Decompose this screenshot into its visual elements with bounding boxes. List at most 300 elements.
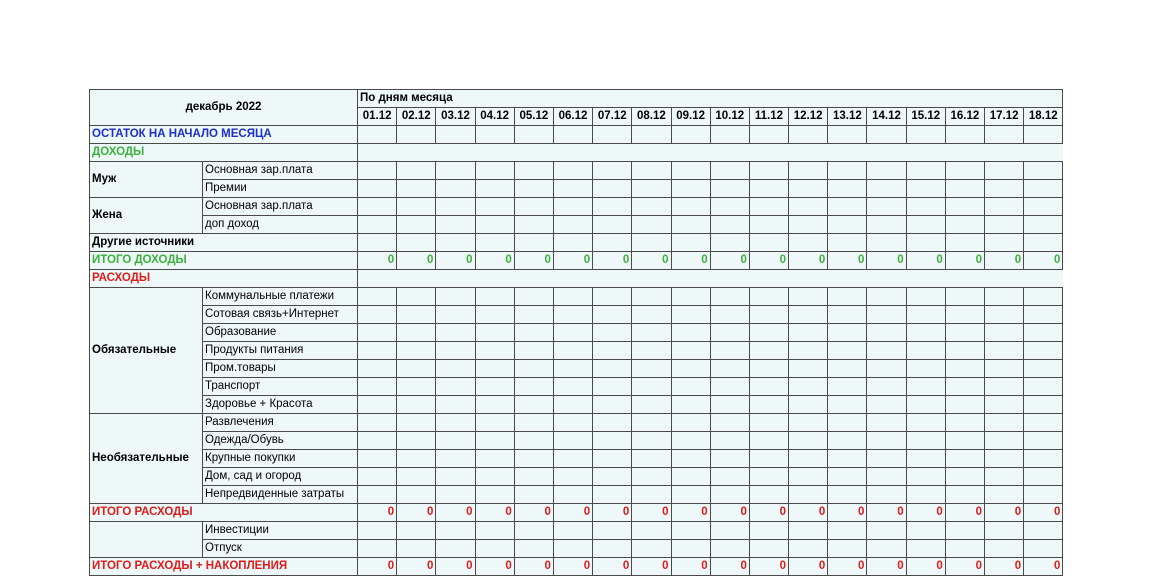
total-cell[interactable]: 0 — [945, 504, 984, 522]
day-cell[interactable] — [671, 234, 710, 252]
day-cell[interactable] — [749, 234, 788, 252]
day-cell[interactable] — [945, 468, 984, 486]
day-cell[interactable] — [593, 216, 632, 234]
day-cell[interactable] — [671, 342, 710, 360]
day-cell[interactable] — [789, 180, 828, 198]
day-cell[interactable] — [828, 306, 867, 324]
day-cell[interactable] — [749, 288, 788, 306]
day-cell[interactable] — [867, 522, 906, 540]
day-cell[interactable] — [632, 234, 671, 252]
day-cell[interactable] — [397, 432, 436, 450]
day-cell[interactable] — [867, 360, 906, 378]
day-cell[interactable] — [710, 432, 749, 450]
day-cell[interactable] — [906, 198, 945, 216]
day-cell[interactable] — [632, 324, 671, 342]
day-cell[interactable] — [749, 306, 788, 324]
day-cell[interactable] — [945, 486, 984, 504]
day-cell[interactable] — [436, 432, 475, 450]
total-cell[interactable]: 0 — [789, 558, 828, 576]
day-cell[interactable] — [789, 360, 828, 378]
day-cell[interactable] — [475, 288, 514, 306]
day-cell[interactable] — [985, 360, 1024, 378]
day-cell[interactable] — [514, 198, 553, 216]
day-cell[interactable] — [397, 378, 436, 396]
total-cell[interactable]: 0 — [632, 252, 671, 270]
total-cell[interactable]: 0 — [671, 558, 710, 576]
total-cell[interactable]: 0 — [749, 252, 788, 270]
total-cell[interactable]: 0 — [475, 252, 514, 270]
day-cell[interactable] — [1024, 234, 1063, 252]
day-cell[interactable] — [397, 342, 436, 360]
day-cell[interactable] — [397, 126, 436, 144]
day-cell[interactable] — [553, 396, 592, 414]
day-cell[interactable] — [397, 522, 436, 540]
day-cell[interactable] — [632, 216, 671, 234]
day-cell[interactable] — [553, 306, 592, 324]
total-cell[interactable]: 0 — [906, 504, 945, 522]
day-cell[interactable] — [945, 324, 984, 342]
day-cell[interactable] — [397, 396, 436, 414]
day-cell[interactable] — [789, 468, 828, 486]
day-cell[interactable] — [671, 216, 710, 234]
day-cell[interactable] — [553, 522, 592, 540]
day-cell[interactable] — [789, 450, 828, 468]
total-cell[interactable]: 0 — [436, 252, 475, 270]
day-cell[interactable] — [671, 540, 710, 558]
day-cell[interactable] — [985, 396, 1024, 414]
day-cell[interactable] — [553, 468, 592, 486]
day-cell[interactable] — [789, 198, 828, 216]
day-cell[interactable] — [828, 468, 867, 486]
total-cell[interactable]: 0 — [632, 558, 671, 576]
day-cell[interactable] — [1024, 162, 1063, 180]
day-cell[interactable] — [436, 288, 475, 306]
day-cell[interactable] — [1024, 342, 1063, 360]
day-cell[interactable] — [710, 522, 749, 540]
day-cell[interactable] — [789, 216, 828, 234]
total-cell[interactable]: 0 — [358, 504, 397, 522]
day-cell[interactable] — [632, 396, 671, 414]
day-cell[interactable] — [514, 234, 553, 252]
day-cell[interactable] — [710, 468, 749, 486]
day-cell[interactable] — [553, 486, 592, 504]
day-cell[interactable] — [867, 540, 906, 558]
day-cell[interactable] — [397, 324, 436, 342]
day-cell[interactable] — [985, 198, 1024, 216]
day-cell[interactable] — [397, 162, 436, 180]
day-cell[interactable] — [358, 162, 397, 180]
day-cell[interactable] — [945, 306, 984, 324]
day-cell[interactable] — [671, 396, 710, 414]
day-cell[interactable] — [749, 216, 788, 234]
day-cell[interactable] — [906, 180, 945, 198]
total-cell[interactable]: 0 — [945, 252, 984, 270]
total-cell[interactable]: 0 — [671, 252, 710, 270]
day-cell[interactable] — [671, 198, 710, 216]
day-cell[interactable] — [475, 486, 514, 504]
day-cell[interactable] — [593, 306, 632, 324]
day-cell[interactable] — [985, 378, 1024, 396]
day-cell[interactable] — [593, 432, 632, 450]
day-cell[interactable] — [985, 450, 1024, 468]
day-cell[interactable] — [1024, 216, 1063, 234]
day-cell[interactable] — [671, 162, 710, 180]
day-cell[interactable] — [397, 360, 436, 378]
day-cell[interactable] — [1024, 126, 1063, 144]
day-cell[interactable] — [828, 162, 867, 180]
day-cell[interactable] — [828, 216, 867, 234]
total-cell[interactable]: 0 — [985, 558, 1024, 576]
total-cell[interactable]: 0 — [358, 558, 397, 576]
day-cell[interactable] — [397, 450, 436, 468]
day-cell[interactable] — [749, 432, 788, 450]
day-cell[interactable] — [749, 360, 788, 378]
day-cell[interactable] — [710, 378, 749, 396]
day-cell[interactable] — [514, 180, 553, 198]
day-cell[interactable] — [906, 540, 945, 558]
day-cell[interactable] — [789, 306, 828, 324]
day-cell[interactable] — [632, 486, 671, 504]
total-cell[interactable]: 0 — [749, 504, 788, 522]
day-cell[interactable] — [710, 198, 749, 216]
day-cell[interactable] — [514, 288, 553, 306]
day-cell[interactable] — [671, 450, 710, 468]
day-cell[interactable] — [985, 126, 1024, 144]
day-cell[interactable] — [436, 540, 475, 558]
day-cell[interactable] — [867, 180, 906, 198]
day-cell[interactable] — [985, 162, 1024, 180]
day-cell[interactable] — [710, 180, 749, 198]
day-cell[interactable] — [985, 432, 1024, 450]
day-cell[interactable] — [475, 324, 514, 342]
day-cell[interactable] — [906, 414, 945, 432]
day-cell[interactable] — [828, 414, 867, 432]
day-cell[interactable] — [593, 162, 632, 180]
day-cell[interactable] — [436, 126, 475, 144]
total-cell[interactable]: 0 — [514, 558, 553, 576]
day-cell[interactable] — [1024, 306, 1063, 324]
day-cell[interactable] — [436, 486, 475, 504]
day-cell[interactable] — [945, 396, 984, 414]
day-cell[interactable] — [710, 162, 749, 180]
day-cell[interactable] — [514, 216, 553, 234]
day-cell[interactable] — [749, 198, 788, 216]
day-cell[interactable] — [397, 414, 436, 432]
day-cell[interactable] — [514, 126, 553, 144]
total-cell[interactable]: 0 — [710, 252, 749, 270]
day-cell[interactable] — [789, 540, 828, 558]
day-cell[interactable] — [867, 486, 906, 504]
day-cell[interactable] — [1024, 468, 1063, 486]
day-cell[interactable] — [789, 396, 828, 414]
day-cell[interactable] — [358, 324, 397, 342]
day-cell[interactable] — [906, 306, 945, 324]
day-cell[interactable] — [632, 342, 671, 360]
day-cell[interactable] — [906, 234, 945, 252]
total-cell[interactable]: 0 — [397, 504, 436, 522]
day-cell[interactable] — [867, 288, 906, 306]
day-cell[interactable] — [553, 126, 592, 144]
day-cell[interactable] — [514, 162, 553, 180]
day-cell[interactable] — [514, 378, 553, 396]
day-cell[interactable] — [475, 540, 514, 558]
day-cell[interactable] — [593, 522, 632, 540]
day-cell[interactable] — [397, 234, 436, 252]
day-cell[interactable] — [906, 378, 945, 396]
day-cell[interactable] — [397, 216, 436, 234]
day-cell[interactable] — [1024, 486, 1063, 504]
day-cell[interactable] — [475, 234, 514, 252]
day-cell[interactable] — [436, 468, 475, 486]
day-cell[interactable] — [514, 540, 553, 558]
total-cell[interactable]: 0 — [397, 558, 436, 576]
day-cell[interactable] — [671, 378, 710, 396]
day-cell[interactable] — [906, 450, 945, 468]
day-cell[interactable] — [553, 450, 592, 468]
day-cell[interactable] — [789, 414, 828, 432]
total-cell[interactable]: 0 — [1024, 252, 1063, 270]
day-cell[interactable] — [514, 450, 553, 468]
total-cell[interactable]: 0 — [358, 252, 397, 270]
day-cell[interactable] — [985, 486, 1024, 504]
day-cell[interactable] — [632, 468, 671, 486]
total-cell[interactable]: 0 — [789, 252, 828, 270]
day-cell[interactable] — [985, 306, 1024, 324]
day-cell[interactable] — [514, 342, 553, 360]
day-cell[interactable] — [828, 288, 867, 306]
day-cell[interactable] — [945, 234, 984, 252]
day-cell[interactable] — [945, 540, 984, 558]
day-cell[interactable] — [1024, 180, 1063, 198]
day-cell[interactable] — [906, 468, 945, 486]
day-cell[interactable] — [945, 450, 984, 468]
day-cell[interactable] — [358, 342, 397, 360]
day-cell[interactable] — [436, 324, 475, 342]
day-cell[interactable] — [436, 360, 475, 378]
day-cell[interactable] — [358, 468, 397, 486]
day-cell[interactable] — [553, 216, 592, 234]
day-cell[interactable] — [397, 288, 436, 306]
day-cell[interactable] — [1024, 198, 1063, 216]
day-cell[interactable] — [358, 414, 397, 432]
day-cell[interactable] — [358, 288, 397, 306]
day-cell[interactable] — [397, 540, 436, 558]
day-cell[interactable] — [358, 432, 397, 450]
day-cell[interactable] — [475, 216, 514, 234]
day-cell[interactable] — [985, 414, 1024, 432]
day-cell[interactable] — [436, 234, 475, 252]
day-cell[interactable] — [985, 288, 1024, 306]
day-cell[interactable] — [553, 540, 592, 558]
day-cell[interactable] — [358, 522, 397, 540]
day-cell[interactable] — [436, 342, 475, 360]
day-cell[interactable] — [906, 324, 945, 342]
day-cell[interactable] — [906, 162, 945, 180]
day-cell[interactable] — [593, 450, 632, 468]
total-cell[interactable]: 0 — [749, 558, 788, 576]
total-cell[interactable]: 0 — [1024, 558, 1063, 576]
day-cell[interactable] — [789, 234, 828, 252]
day-cell[interactable] — [749, 450, 788, 468]
day-cell[interactable] — [749, 522, 788, 540]
day-cell[interactable] — [593, 288, 632, 306]
day-cell[interactable] — [475, 126, 514, 144]
day-cell[interactable] — [475, 378, 514, 396]
day-cell[interactable] — [475, 342, 514, 360]
day-cell[interactable] — [867, 468, 906, 486]
day-cell[interactable] — [789, 288, 828, 306]
day-cell[interactable] — [710, 342, 749, 360]
day-cell[interactable] — [945, 432, 984, 450]
day-cell[interactable] — [867, 450, 906, 468]
total-cell[interactable]: 0 — [632, 504, 671, 522]
day-cell[interactable] — [867, 198, 906, 216]
day-cell[interactable] — [828, 450, 867, 468]
day-cell[interactable] — [593, 180, 632, 198]
day-cell[interactable] — [358, 540, 397, 558]
day-cell[interactable] — [906, 522, 945, 540]
day-cell[interactable] — [593, 486, 632, 504]
day-cell[interactable] — [475, 360, 514, 378]
day-cell[interactable] — [632, 126, 671, 144]
day-cell[interactable] — [749, 396, 788, 414]
day-cell[interactable] — [749, 342, 788, 360]
day-cell[interactable] — [749, 468, 788, 486]
day-cell[interactable] — [358, 450, 397, 468]
day-cell[interactable] — [749, 486, 788, 504]
day-cell[interactable] — [867, 342, 906, 360]
total-cell[interactable]: 0 — [867, 504, 906, 522]
day-cell[interactable] — [828, 486, 867, 504]
total-cell[interactable]: 0 — [436, 558, 475, 576]
day-cell[interactable] — [632, 198, 671, 216]
day-cell[interactable] — [514, 306, 553, 324]
total-cell[interactable]: 0 — [514, 504, 553, 522]
day-cell[interactable] — [867, 432, 906, 450]
day-cell[interactable] — [710, 486, 749, 504]
day-cell[interactable] — [710, 360, 749, 378]
day-cell[interactable] — [710, 540, 749, 558]
day-cell[interactable] — [593, 414, 632, 432]
day-cell[interactable] — [475, 306, 514, 324]
day-cell[interactable] — [985, 522, 1024, 540]
day-cell[interactable] — [789, 378, 828, 396]
day-cell[interactable] — [397, 468, 436, 486]
total-cell[interactable]: 0 — [710, 558, 749, 576]
day-cell[interactable] — [553, 414, 592, 432]
day-cell[interactable] — [749, 126, 788, 144]
day-cell[interactable] — [945, 216, 984, 234]
day-cell[interactable] — [514, 522, 553, 540]
total-cell[interactable]: 0 — [985, 252, 1024, 270]
day-cell[interactable] — [632, 540, 671, 558]
day-cell[interactable] — [867, 324, 906, 342]
day-cell[interactable] — [397, 486, 436, 504]
total-cell[interactable]: 0 — [867, 252, 906, 270]
total-cell[interactable]: 0 — [985, 504, 1024, 522]
day-cell[interactable] — [553, 180, 592, 198]
day-cell[interactable] — [710, 396, 749, 414]
day-cell[interactable] — [632, 360, 671, 378]
day-cell[interactable] — [553, 198, 592, 216]
day-cell[interactable] — [906, 486, 945, 504]
day-cell[interactable] — [436, 198, 475, 216]
day-cell[interactable] — [1024, 360, 1063, 378]
day-cell[interactable] — [945, 522, 984, 540]
day-cell[interactable] — [1024, 414, 1063, 432]
day-cell[interactable] — [867, 378, 906, 396]
day-cell[interactable] — [475, 198, 514, 216]
day-cell[interactable] — [671, 468, 710, 486]
day-cell[interactable] — [789, 126, 828, 144]
total-cell[interactable]: 0 — [514, 252, 553, 270]
day-cell[interactable] — [1024, 450, 1063, 468]
day-cell[interactable] — [945, 126, 984, 144]
day-cell[interactable] — [710, 306, 749, 324]
day-cell[interactable] — [828, 396, 867, 414]
day-cell[interactable] — [475, 522, 514, 540]
day-cell[interactable] — [867, 396, 906, 414]
day-cell[interactable] — [358, 486, 397, 504]
day-cell[interactable] — [632, 180, 671, 198]
day-cell[interactable] — [593, 360, 632, 378]
day-cell[interactable] — [1024, 378, 1063, 396]
day-cell[interactable] — [514, 432, 553, 450]
day-cell[interactable] — [749, 540, 788, 558]
day-cell[interactable] — [985, 540, 1024, 558]
day-cell[interactable] — [828, 180, 867, 198]
day-cell[interactable] — [358, 306, 397, 324]
day-cell[interactable] — [671, 126, 710, 144]
day-cell[interactable] — [985, 468, 1024, 486]
day-cell[interactable] — [632, 450, 671, 468]
day-cell[interactable] — [828, 342, 867, 360]
day-cell[interactable] — [710, 414, 749, 432]
total-cell[interactable]: 0 — [828, 252, 867, 270]
total-cell[interactable]: 0 — [593, 252, 632, 270]
day-cell[interactable] — [710, 288, 749, 306]
day-cell[interactable] — [828, 432, 867, 450]
total-cell[interactable]: 0 — [671, 504, 710, 522]
day-cell[interactable] — [906, 216, 945, 234]
day-cell[interactable] — [397, 198, 436, 216]
day-cell[interactable] — [1024, 522, 1063, 540]
day-cell[interactable] — [475, 468, 514, 486]
day-cell[interactable] — [514, 360, 553, 378]
total-cell[interactable]: 0 — [593, 558, 632, 576]
day-cell[interactable] — [945, 342, 984, 360]
day-cell[interactable] — [789, 432, 828, 450]
day-cell[interactable] — [671, 486, 710, 504]
day-cell[interactable] — [906, 360, 945, 378]
day-cell[interactable] — [475, 414, 514, 432]
day-cell[interactable] — [985, 342, 1024, 360]
day-cell[interactable] — [671, 432, 710, 450]
day-cell[interactable] — [632, 432, 671, 450]
total-cell[interactable]: 0 — [828, 504, 867, 522]
day-cell[interactable] — [514, 414, 553, 432]
day-cell[interactable] — [906, 288, 945, 306]
total-cell[interactable]: 0 — [789, 504, 828, 522]
day-cell[interactable] — [593, 198, 632, 216]
day-cell[interactable] — [945, 180, 984, 198]
day-cell[interactable] — [945, 162, 984, 180]
total-cell[interactable]: 0 — [867, 558, 906, 576]
day-cell[interactable] — [789, 324, 828, 342]
day-cell[interactable] — [906, 432, 945, 450]
day-cell[interactable] — [358, 216, 397, 234]
day-cell[interactable] — [749, 162, 788, 180]
